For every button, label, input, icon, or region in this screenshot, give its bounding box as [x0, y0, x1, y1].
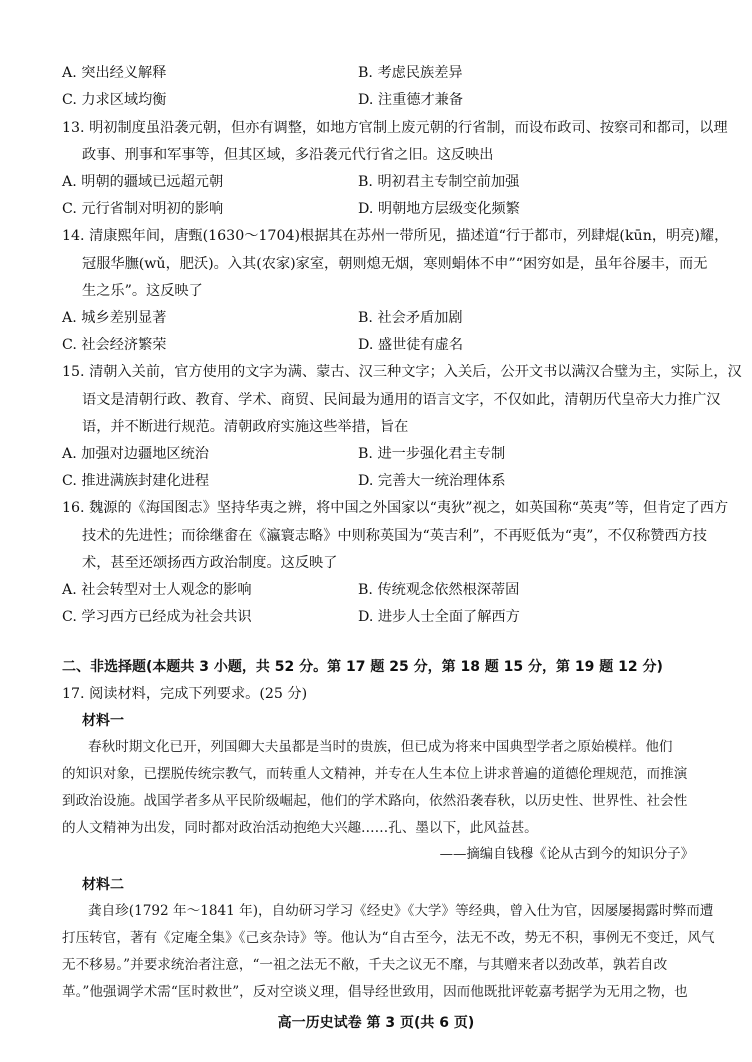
- q16-option-d[interactable]: D. 进步人士全面了解西方: [358, 609, 520, 625]
- material-2-title: 材料二: [82, 877, 124, 893]
- material-2-line-4: 革。”他强调学术需“匡时救世”，反对空谈义理，倡导经世致用，因而他既批评乾嘉考据学为无用之物，也: [62, 984, 688, 1000]
- q13-option-c[interactable]: C. 元行省制对明初的影响: [62, 201, 224, 217]
- q12-option-a[interactable]: A. 突出经义解释: [62, 65, 167, 81]
- q14-stem-line-3: 生之乐”。这反映了: [82, 283, 203, 299]
- q13-stem-line-2: 政事、刑事和军事等，但其区域，多沿袭元代行省之旧。这反映出: [82, 147, 494, 163]
- material-1-source: ——摘编自钱穆《论从古到今的知识分子》: [439, 847, 694, 862]
- q12-option-d[interactable]: D. 注重德才兼备: [358, 92, 464, 108]
- q15-option-a[interactable]: A. 加强对边疆地区统治: [62, 446, 209, 462]
- q16-option-a[interactable]: A. 社会转型对士人观念的影响: [62, 582, 252, 598]
- q14-option-c[interactable]: C. 社会经济繁荣: [62, 337, 167, 353]
- q14-option-b[interactable]: B. 社会矛盾加剧: [358, 310, 463, 326]
- q15-option-c[interactable]: C. 推进满族封建化进程: [62, 473, 210, 489]
- q16-option-c[interactable]: C. 学习西方已经成为社会共识: [62, 609, 252, 625]
- page-footer: 高一历史试卷 第 3 页(共 6 页): [277, 1015, 475, 1031]
- material-1-title: 材料一: [82, 713, 124, 729]
- q12-option-b[interactable]: B. 考虑民族差异: [358, 65, 463, 81]
- q13-options-row-2: [62, 196, 692, 222]
- q16-options-row-1: [62, 577, 692, 603]
- q14-option-d[interactable]: D. 盛世徒有虚名: [358, 337, 464, 353]
- q15-option-d[interactable]: D. 完善大一统治理体系: [358, 473, 506, 489]
- material-1-line-2: 的知识对象，已摆脱传统宗教气，而转重人文精神，并专在人生本位上讲求普遍的道德伦理规范，而推演: [62, 766, 688, 782]
- q12-options-row-1: [62, 60, 692, 86]
- q15-stem-line-2: 语文是清朝行政、教育、学术、商贸、民间最为通用的语言文字，不仅如此，清朝历代皇帝大力推广汉: [82, 392, 721, 408]
- q16-stem-line-1: 16. 魏源的《海国图志》坚持华夷之辨，将中国之外国家以“夷狄”视之，如英国称“英夷”等，但肯定了西方: [62, 500, 729, 516]
- q14-stem-line-1: 14. 清康熙年间，唐甄(1630～1704)根据其在苏州一带所见，描述道“行于都市，列肆焜(kūn，明亮)耀，: [62, 228, 729, 244]
- q13-options-row-1: [62, 169, 692, 195]
- section-2-title: 二、非选择题(本题共 3 小题，共 52 分。第 17 题 25 分，第 18 题 15 分，第 19 题 12 分): [62, 659, 663, 675]
- q16-stem-line-2: 技术的先进性；而徐继畬在《瀛寰志略》中则称英国为“英吉利”，不再贬低为“夷”，不仅称赞西方技: [82, 528, 707, 544]
- q15-stem-line-1: 15. 清朝入关前，官方使用的文字为满、蒙古、汉三种文字；入关后，公开文书以满汉合璧为主，实际上，汉: [62, 364, 742, 380]
- q14-options-row-1: [62, 305, 692, 331]
- q16-option-b[interactable]: B. 传统观念依然根深蒂固: [358, 582, 520, 598]
- material-2-line-2: 打压转官，著有《定庵全集》《己亥杂诗》等。他认为“自古至今，法无不改，势无不积，事例无不变迁，风气: [62, 930, 715, 946]
- q12-option-c[interactable]: C. 力求区域均衡: [62, 92, 167, 108]
- q15-stem-line-3: 语，并不断进行规范。清朝政府实施这些举措，旨在: [82, 419, 409, 435]
- q15-option-b[interactable]: B. 进一步强化君主专制: [358, 446, 506, 462]
- q15-options-row-2: [62, 468, 692, 494]
- material-1-line-3: 到政治设施。战国学者多从平民阶级崛起，他们的学术路向，依然沿袭春秋，以历史性、世界性、社会性: [62, 793, 688, 809]
- material-2-line-1: 龚自珍(1792 年～1841 年)，自幼研习学习《经史》《大学》等经典，曾入仕为官，因屡屡揭露时弊而遭: [88, 903, 714, 919]
- material-2-line-3: 无不移易。”并要求统治者注意，“一祖之法无不敝，千夫之议无不靡，与其赠来者以劲改革，孰若自改: [62, 957, 668, 973]
- q14-stem-line-2: 冠服华膴(wǔ，肥沃)。入其(农家)家室，朝则熄无烟，寒则蜎体不申”“困穷如是，虽年谷屡丰，而无: [82, 256, 708, 272]
- q16-stem-line-3: 术，甚至还颂扬西方政治制度。这反映了: [82, 555, 338, 571]
- q13-option-b[interactable]: B. 明初君主专制空前加强: [358, 174, 520, 190]
- q13-option-a[interactable]: A. 明朝的疆域已远超元朝: [62, 174, 224, 190]
- q15-options-row-1: [62, 441, 692, 467]
- material-1-line-4: 的人文精神为出发，同时都对政治活动抱绝大兴趣……孔、墨以下，此风益甚。: [62, 820, 538, 836]
- q12-options-row-2: [62, 87, 692, 113]
- q14-options-row-2: [62, 332, 692, 358]
- q14-option-a[interactable]: A. 城乡差别显著: [62, 310, 167, 326]
- q16-options-row-2: [62, 604, 692, 630]
- q13-stem-line-1: 13. 明初制度虽沿袭元朝，但亦有调整，如地方官制上废元朝的行省制，而设布政司、按察司和都司，以理: [62, 120, 728, 136]
- q17-stem: 17. 阅读材料，完成下列要求。(25 分): [62, 686, 308, 702]
- q13-option-d[interactable]: D. 明朝地方层级变化频繁: [358, 201, 520, 217]
- material-1-line-1: 春秋时期文化已开，列国卿大夫虽都是当时的贵族，但已成为将来中国典型学者之原始模样。他们: [88, 739, 673, 755]
